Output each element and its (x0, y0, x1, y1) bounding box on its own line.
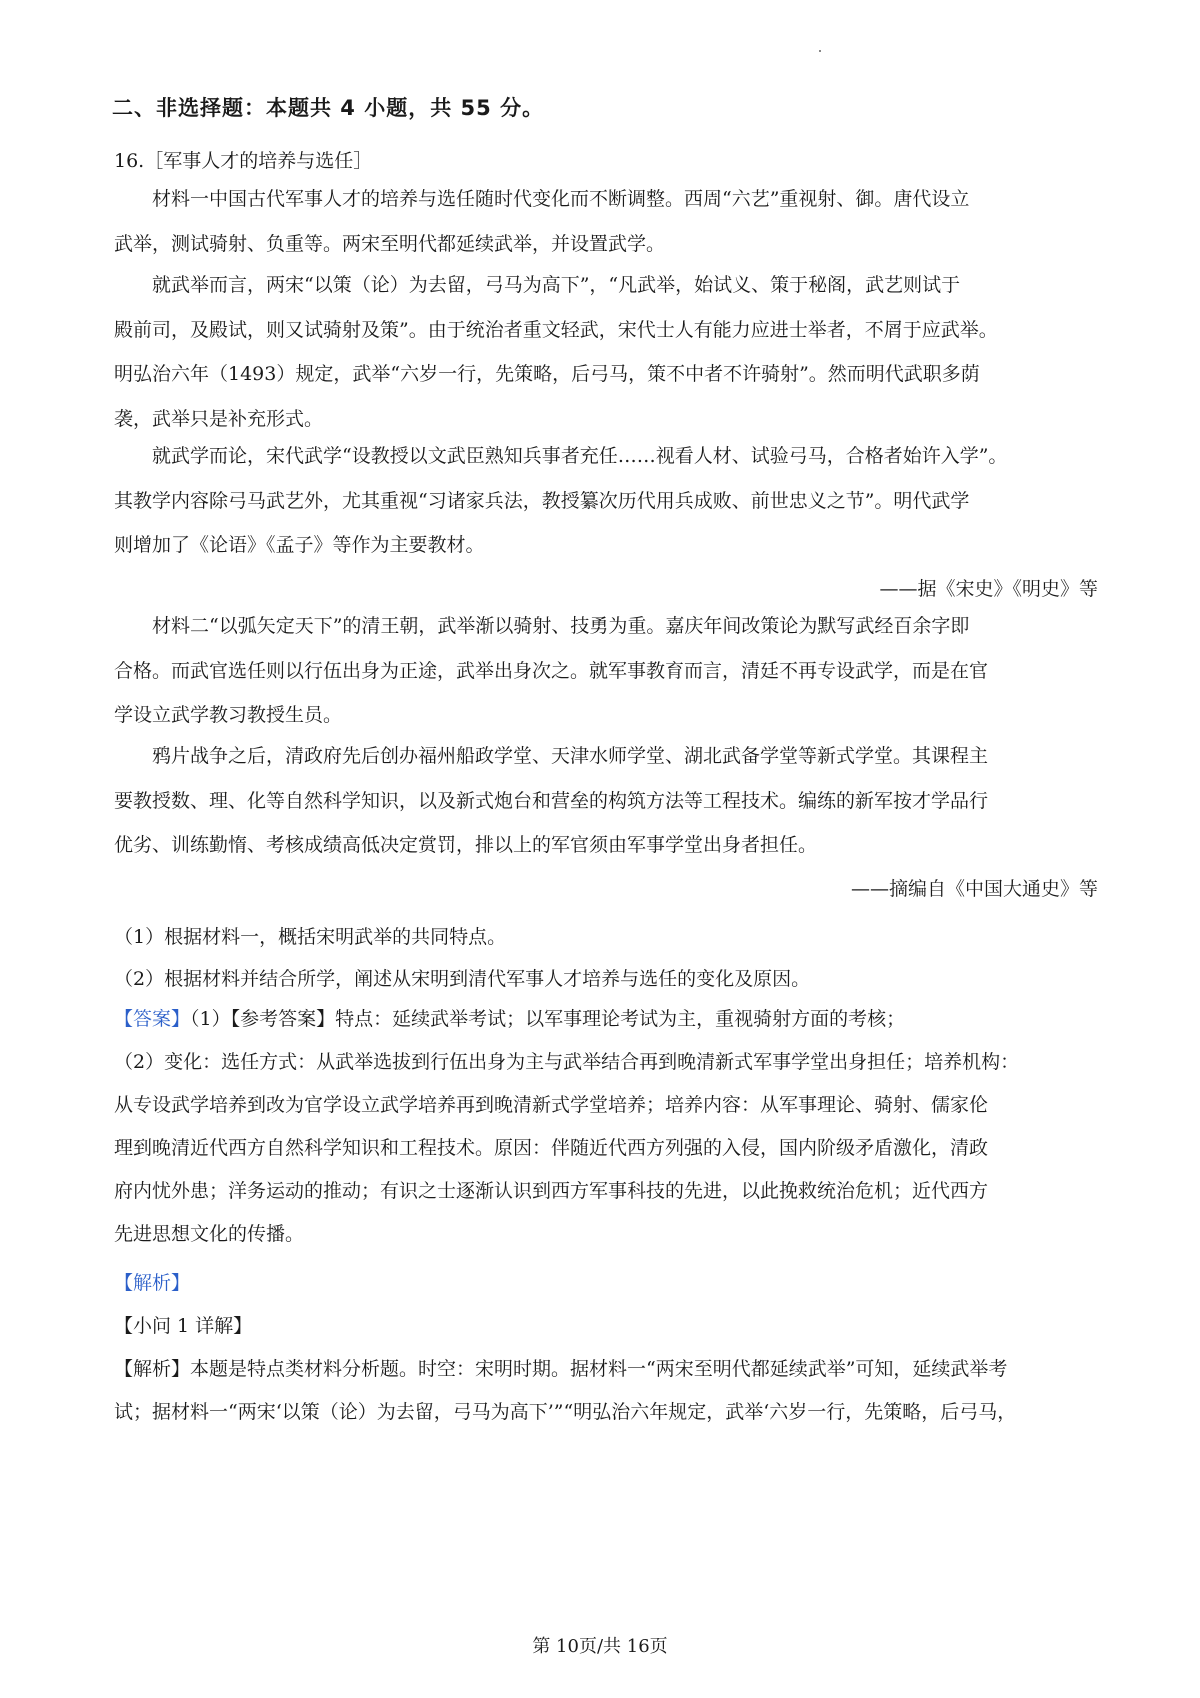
text-line: 试；据材料一“两宋‘以策（论）为去留，弓马为高下’”“明弘治六年规定，武举‘六岁一行，先策略，后弓马， (114, 1401, 1017, 1423)
answer-line-1 (114, 998, 1100, 1041)
material2-source: ——摘编自《中国大通史》等 (850, 878, 1098, 900)
text-line: 材料一中国古代军事人才的培养与选任随时代变化而不断调整。西周“六艺”重视射、御。唐代设立 (152, 188, 970, 210)
text-line: 府内忧外患；洋务运动的推动；有识之士逐渐认识到西方军事科技的先进，以此挽救统治危机；近代西方 (114, 1180, 989, 1202)
material1-paragraph2 (114, 263, 1102, 441)
page-footer: 第 10页/共 16页 (532, 1636, 668, 1657)
question-title: 16.［军事人才的培养与选任］ (114, 150, 373, 172)
text-line: 武举，测试骑射、负重等。两宋至明代都延续武举，并设置武学。 (114, 232, 666, 255)
section-title: 二、非选择题：本题共 4 小题，共 55 分。 (112, 96, 545, 120)
analysis-tag: 【解析】 (114, 1272, 191, 1294)
answer-section (114, 998, 1100, 1256)
analysis-subheading: 【小问 1 详解】 (114, 1315, 253, 1337)
material1-source: ——据《宋史》《明史》等 (879, 578, 1098, 600)
analysis-section (114, 1262, 1100, 1434)
text-line: 从专设武学培养到改为官学设立武学培养再到晚清新式学堂培养；培养内容：从军事理论、骑射、儒家伦 (114, 1094, 989, 1116)
text-line: 就武学而论，宋代武学“设教授以文武臣熟知兵事者充任……视看人材、试验弓马，合格者始许入学”。 (152, 445, 1008, 467)
material2-paragraph2 (114, 734, 1102, 868)
text-line: 优劣、训练勤惰、考核成绩高低决定赏罚，排以上的军官须由军事学堂出身者担任。 (114, 834, 818, 856)
text-line: 学设立武学教习教授生员。 (114, 704, 343, 726)
text-line: 其教学内容除弓马武艺外，尤其重视“习诸家兵法，教授纂次历代用兵成败、前世忠义之节”。明代武学 (114, 489, 970, 512)
text-line: 明弘治六年（1493）规定，武举“六岁一行，先策略，后弓马，策不中者不许骑射”。然而明代武职多荫 (114, 363, 980, 385)
sub-question-2: （2）根据材料并结合所学，阐述从宋明到清代军事人才培养与选任的变化及原因。 (114, 968, 811, 990)
answer-part1: （1）【参考答案】特点：延续武举考试；以军事理论考试为主，重视骑射方面的考核； (190, 1008, 906, 1030)
material1-paragraph1 (114, 177, 1102, 266)
sub-question-1: （1）根据材料一，概括宋明武举的共同特点。 (114, 926, 507, 948)
text-line: 则增加了《论语》《孟子》等作为主要教材。 (114, 534, 485, 556)
text-line: （2）变化：选任方式：从武举选拔到行伍出身为主与武举结合再到晚清新式军事学堂出身担任；培养机构： (114, 1051, 1020, 1073)
text-line: 材料二“以弧矢定天下”的清王朝，武举渐以骑射、技勇为重。嘉庆年间改策论为默写武经百余字即 (152, 615, 970, 637)
scan-dot (819, 50, 821, 52)
text-line: 先进思想文化的传播。 (114, 1223, 305, 1245)
text-line: 鸦片战争之后，清政府先后创办福州船政学堂、天津水师学堂、湖北武备学堂等新式学堂。其课程主 (152, 745, 989, 767)
text-line: 殿前司，及殿试，则又试骑射及策”。由于统治者重文轻武，宋代士人有能力应进士举者，不屑于应武举。 (114, 318, 998, 341)
text-line: 袭，武举只是补充形式。 (114, 407, 324, 430)
text-line: 合格。而武官选任则以行伍出身为正途，武举出身次之。就军事教育而言，清廷不再专设武学，而是在官 (114, 659, 989, 682)
material2-paragraph1 (114, 604, 1102, 738)
text-line: 就武举而言，两宋“以策（论）为去留，弓马为高下”，“凡武举，始试义、策于秘阁，武艺则试于 (152, 274, 961, 296)
answer-tag: 【答案】 (114, 1008, 191, 1030)
text-line: 理到晚清近代西方自然科学知识和工程技术。原因：伴随近代西方列强的入侵，国内阶级矛盾激化，清政 (114, 1137, 989, 1159)
text-line: 要教授数、理、化等自然科学知识，以及新式炮台和营垒的构筑方法等工程技术。编练的新军按才学品行 (114, 789, 989, 812)
material1-paragraph3 (114, 434, 1102, 568)
text-line: 【解析】本题是特点类材料分析题。时空：宋明时期。据材料一“两宋至明代都延续武举”可知，延续武举考 (114, 1358, 1008, 1380)
